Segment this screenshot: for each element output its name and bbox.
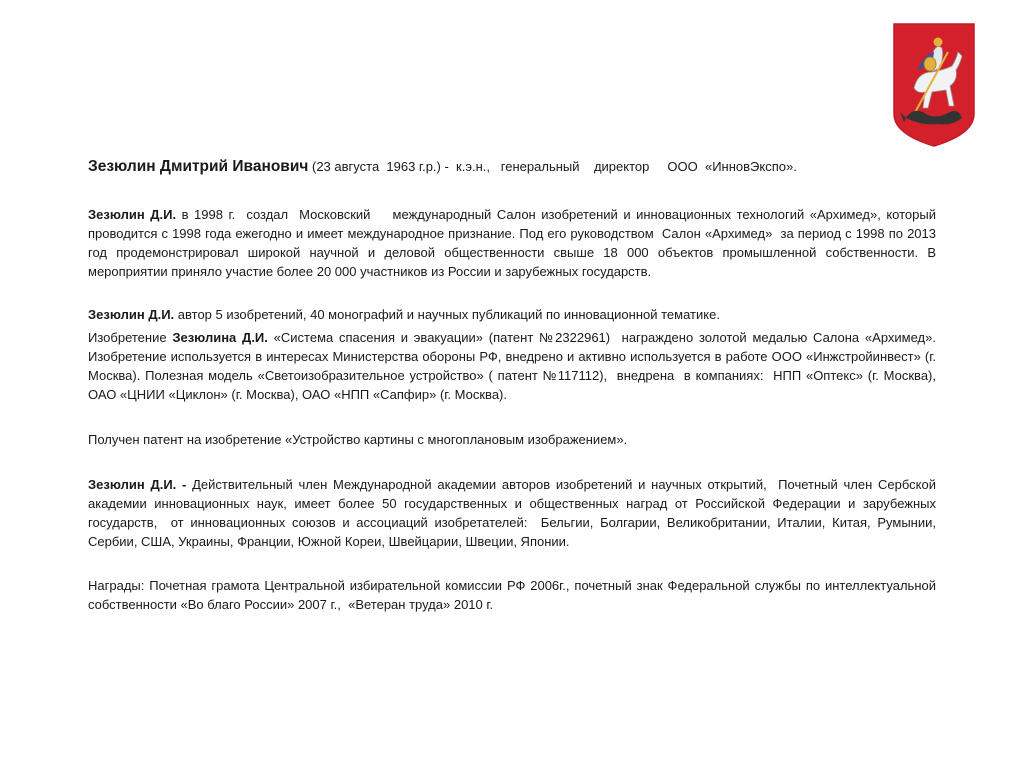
paragraph-lead: Изобретение xyxy=(88,330,173,345)
paragraph-text: Награды: Почетная грамота Центральной избирательной комиссии РФ 2006г., почетный знак Федеральной службы по интеллектуальной собственности «Во благо России» 2007 г., «Ветеран труда» 2010 г. xyxy=(88,578,940,612)
heading-line xyxy=(88,157,936,176)
moscow-coat-of-arms-emblem xyxy=(892,22,976,148)
paragraph-subject: Зезюлин Д.И. - xyxy=(88,477,187,492)
paragraph-text: Получен патент на изобретение «Устройство картины с многоплановым изображением». xyxy=(88,432,628,447)
paragraph-subject: Зезюлина Д.И. xyxy=(172,330,268,345)
paragraph-salon xyxy=(88,205,940,281)
paragraph-subject: Зезюлин Д.И. xyxy=(88,207,177,222)
paragraph-subject: Зезюлин Д.И. xyxy=(88,307,175,322)
paragraph-text: автор 5 изобретений, 40 монографий и научных публикаций по инновационной тематике. xyxy=(174,307,720,322)
paragraph-membership xyxy=(88,475,940,551)
paragraph-author xyxy=(88,305,936,324)
paragraph-patent xyxy=(88,430,936,449)
person-name: Зезюлин Дмитрий Иванович xyxy=(88,158,309,175)
paragraph-text: «Система спасения и эвакуации» (патент №2322961) награждено золотой медалью Салона «Архимед». Изобретение используется в интересах Министерства обороны РФ, внедрено и активно используется в работе ООО «Инжстройинвест» (г. Москва). Полезная модель «Светоизобразительное устройство» ( патент №117112), внедрена в компаниях: НПП «Оптекс» (г. Москва), ОАО «ЦНИИ «Циклон» (г. Москва), ОАО «НПП «Сапфир» (г. Москва). xyxy=(88,330,944,402)
paragraph-text: в 1998 г. создал Московский международный Салон изобретений и инновационных технологий «Архимед», который проводится с 1998 года ежегодно и имеет международное признание. Под его руководством Салон «Архимед» за период с 1998 по 2013 год продемонстрировал широкой научной и деловой общественности свыше 18 000 объектов промышленной собственности. В мероприятии приняло участие более 20 000 участников из России и зарубежных государств. xyxy=(88,207,940,279)
person-details: (23 августа 1963 г.р.) - к.э.н., генеральный директор ООО «ИнновЭкспо». xyxy=(312,159,797,174)
paragraph-awards xyxy=(88,576,940,614)
paragraph-invention xyxy=(88,328,944,404)
paragraph-text: Действительный член Международной академии авторов изобретений и научных открытий, Почетный член Сербской академии инновационных наук, имеет более 50 государственных и общественных наград от Российской Федерации и зарубежных государств, от инновационных союзов и ассоциаций изобретателей: Бельгии, Болгарии, Великобритании, Италии, Китая, Румынии, Сербии, США, Украины, Франции, Южной Кореи, Швейцарии, Швеции, Японии. xyxy=(88,477,940,549)
